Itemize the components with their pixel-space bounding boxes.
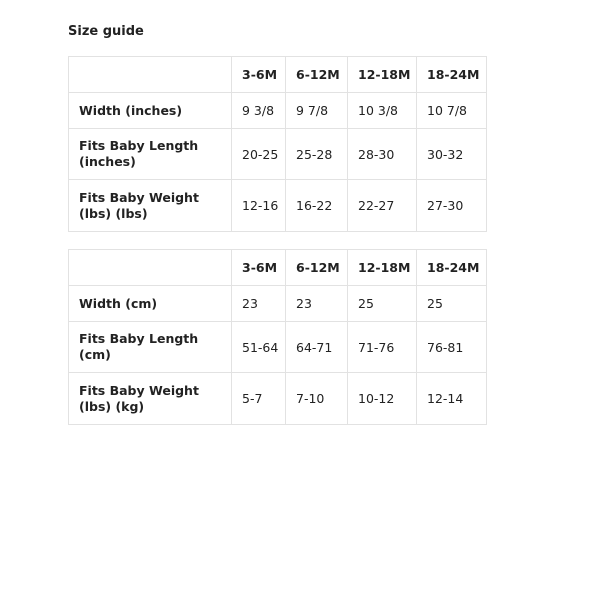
table-header-row bbox=[69, 57, 487, 93]
table-header-3-6m: 3-6M bbox=[232, 250, 286, 286]
row-label: Fits Baby Length (cm) bbox=[69, 322, 232, 373]
table-row bbox=[69, 373, 487, 425]
row-label: Width (cm) bbox=[69, 286, 232, 322]
table-header-12-18m: 12-18M bbox=[348, 57, 417, 93]
table-cell: 22-27 bbox=[348, 180, 417, 232]
table-cell: 25 bbox=[348, 286, 417, 322]
table-cell: 16-22 bbox=[286, 180, 348, 232]
table-header-18-24m: 18-24M bbox=[417, 57, 487, 93]
row-label: Fits Baby Weight (lbs) (kg) bbox=[69, 373, 232, 425]
row-label: Fits Baby Length (inches) bbox=[69, 129, 232, 180]
table-header-18-24m: 18-24M bbox=[417, 250, 487, 286]
table-cell: 76-81 bbox=[417, 322, 487, 373]
table-cell: 10 3/8 bbox=[348, 93, 417, 129]
table-cell: 25 bbox=[417, 286, 487, 322]
size-table-inches bbox=[68, 56, 487, 232]
table-row bbox=[69, 129, 487, 180]
table-header-6-12m: 6-12M bbox=[286, 250, 348, 286]
row-label: Width (inches) bbox=[69, 93, 232, 129]
table-header-row bbox=[69, 250, 487, 286]
table-cell: 51-64 bbox=[232, 322, 286, 373]
size-table-cm bbox=[68, 249, 487, 425]
table-cell: 7-10 bbox=[286, 373, 348, 425]
table-cell: 64-71 bbox=[286, 322, 348, 373]
table-cell: 12-16 bbox=[232, 180, 286, 232]
table-cell: 25-28 bbox=[286, 129, 348, 180]
table-cell: 28-30 bbox=[348, 129, 417, 180]
table-header-3-6m: 3-6M bbox=[232, 57, 286, 93]
table-cell: 20-25 bbox=[232, 129, 286, 180]
table-row bbox=[69, 93, 487, 129]
table-cell: 71-76 bbox=[348, 322, 417, 373]
page-title: Size guide bbox=[68, 24, 144, 39]
table-cell: 9 3/8 bbox=[232, 93, 286, 129]
table-cell: 10-12 bbox=[348, 373, 417, 425]
table-cell: 10 7/8 bbox=[417, 93, 487, 129]
table-cell: 27-30 bbox=[417, 180, 487, 232]
table-cell: 23 bbox=[286, 286, 348, 322]
table-cell: 23 bbox=[232, 286, 286, 322]
table-row bbox=[69, 180, 487, 232]
table-row bbox=[69, 322, 487, 373]
table-cell: 5-7 bbox=[232, 373, 286, 425]
table-cell: 12-14 bbox=[417, 373, 487, 425]
row-label: Fits Baby Weight (lbs) (lbs) bbox=[69, 180, 232, 232]
table-header-12-18m: 12-18M bbox=[348, 250, 417, 286]
table-header-corner bbox=[69, 57, 232, 93]
table-header-6-12m: 6-12M bbox=[286, 57, 348, 93]
table-cell: 30-32 bbox=[417, 129, 487, 180]
table-row bbox=[69, 286, 487, 322]
table-cell: 9 7/8 bbox=[286, 93, 348, 129]
table-header-corner bbox=[69, 250, 232, 286]
